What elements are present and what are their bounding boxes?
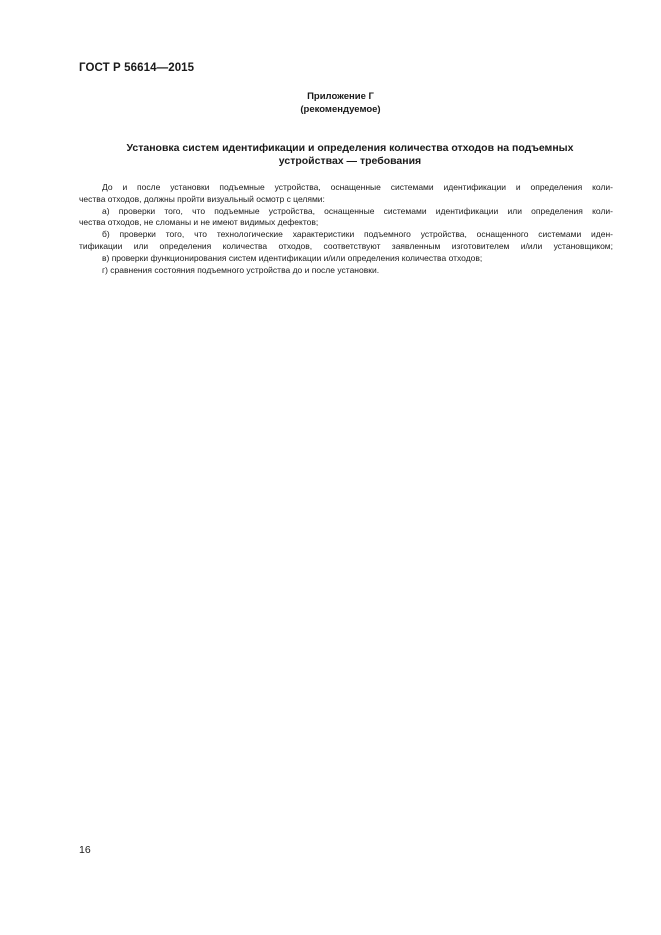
section-title-line: устройствах — требования bbox=[278, 155, 422, 167]
paragraph-line: До и после установки подъемные устройства, оснащенные системами идентификации и определения коли- bbox=[102, 182, 613, 192]
list-item-line: чества отходов, не сломаны и не имеют видимых дефектов; bbox=[79, 217, 319, 228]
section-title bbox=[100, 142, 600, 168]
list-item-line: г) сравнения состояния подъемного устройства до и после установки. bbox=[102, 264, 380, 275]
standard-code: ГОСТ Р 56614—2015 bbox=[79, 62, 195, 74]
list-item-line: в) проверки функционирования систем идентификации и/или определения количества отходов; bbox=[102, 252, 483, 263]
list-item-line: тификации или определения количества отходов, соответствуют заявленным изготовителем и/или установщиком; bbox=[79, 240, 613, 251]
paragraph-line: чества отходов, должны пройти визуальный осмотр с целями: bbox=[79, 193, 325, 204]
list-item-line: а) проверки того, что подъемные устройства, оснащенные системами идентификации или определения коли- bbox=[102, 205, 613, 216]
section-title-line: Установка систем идентификации и определения количества отходов на подъемных bbox=[126, 142, 574, 154]
body-text bbox=[79, 182, 613, 276]
appendix-title: Приложение Г bbox=[307, 91, 374, 102]
appendix-type: (рекомендуемое) bbox=[300, 104, 381, 115]
page-number: 16 bbox=[79, 844, 91, 856]
list-item-line: б) проверки того, что технологические характеристики подъемного устройства, оснащенного системами иден- bbox=[102, 229, 613, 240]
